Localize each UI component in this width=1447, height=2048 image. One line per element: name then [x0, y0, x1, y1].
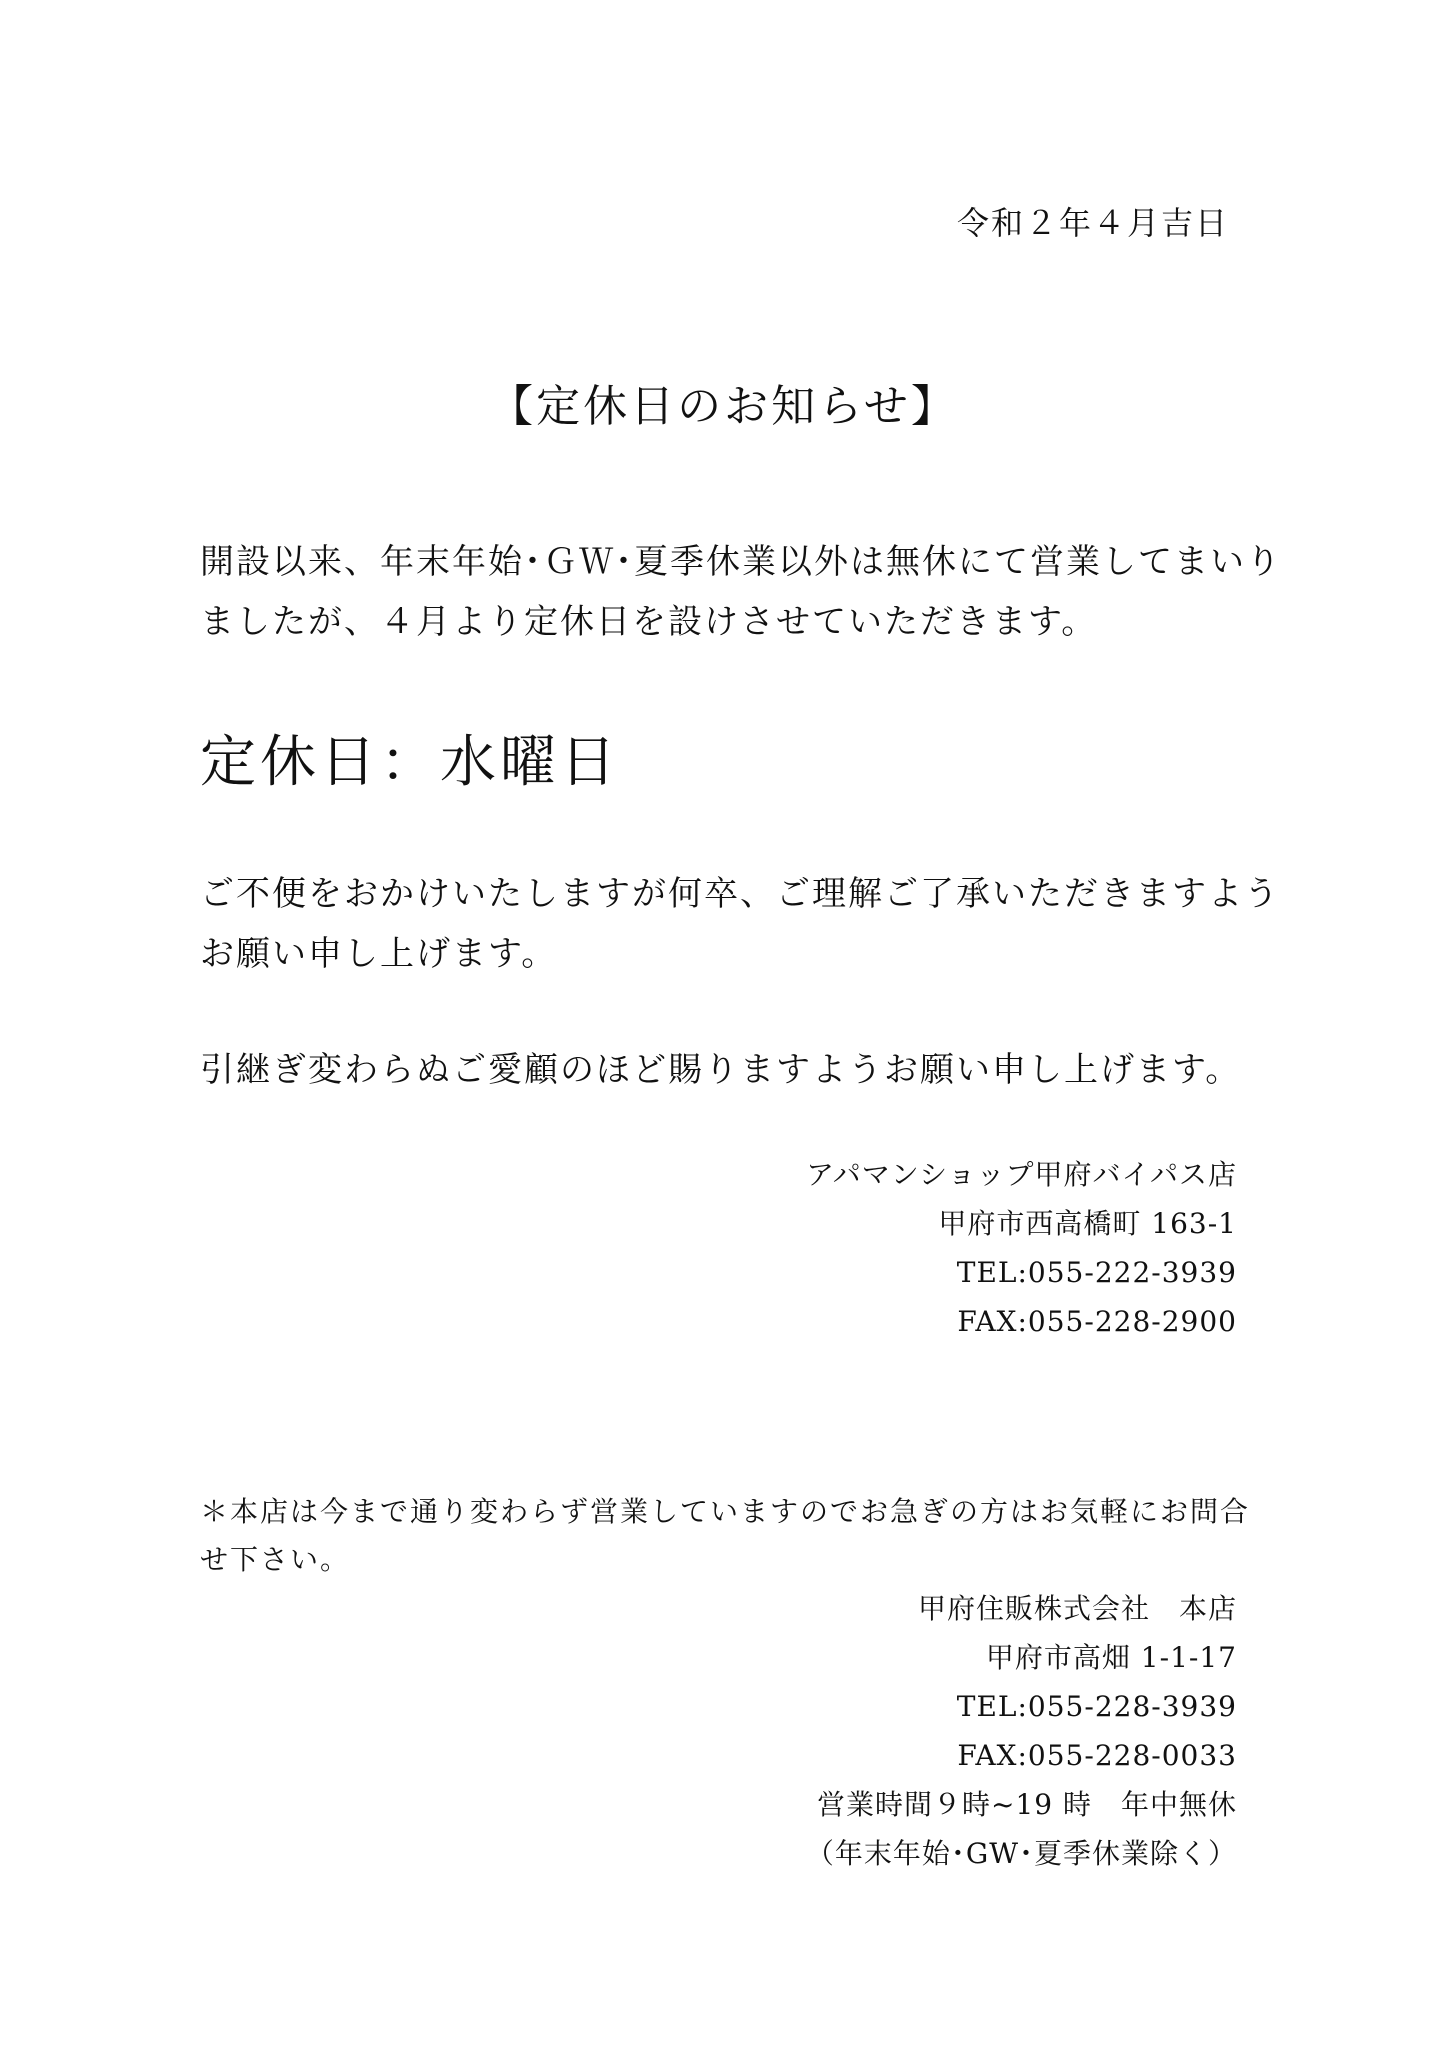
head-office-name: 甲府住販株式会社 本店	[917, 1592, 1237, 1625]
head-office-fax: FAX:055-228-0033	[957, 1739, 1237, 1772]
head-office-note	[200, 1488, 1251, 1584]
intro-line-1: 開設以来、年末年始･ＧＷ･夏季休業以外は無休にて営業してまいり	[200, 542, 1282, 582]
closing-paragraph	[200, 1040, 1240, 1100]
notice-date: 令和２年４月吉日	[956, 204, 1229, 242]
head-office-tel: TEL:055-228-3939	[956, 1690, 1237, 1723]
closing-line: 引継ぎ変わらぬご愛顧のほど賜りますようお願い申し上げます。	[200, 1050, 1242, 1090]
branch-tel: TEL:055-222-3939	[956, 1256, 1237, 1289]
note-line-2: せ下さい。	[200, 1543, 351, 1576]
apology-line-1: ご不便をおかけいたしますが何卒、ご理解ご了承いただきますよう	[200, 874, 1280, 914]
notice-title: 【定休日のお知らせ】	[489, 381, 958, 432]
branch-fax: FAX:055-228-2900	[957, 1305, 1237, 1338]
branch-address: 甲府市西高橋町 163-1	[938, 1207, 1237, 1240]
head-office-address: 甲府市高畑 1-1-17	[985, 1641, 1237, 1674]
head-office-contact	[806, 1584, 1237, 1878]
regular-holiday: 定休日：水曜日	[200, 730, 620, 795]
branch-name: アパマンショップ甲府バイパス店	[806, 1158, 1237, 1191]
branch-contact	[806, 1150, 1237, 1346]
apology-paragraph	[200, 864, 1280, 984]
intro-paragraph	[200, 532, 1282, 652]
note-line-1: ＊本店は今まで通り変わらず営業していますのでお急ぎの方はお気軽にお問合	[200, 1495, 1251, 1528]
head-office-exceptions: （年末年始･GW･夏季休業除く）	[805, 1837, 1237, 1870]
head-office-hours: 営業時間９時~19 時 年中無休	[817, 1788, 1237, 1821]
intro-line-2: ましたが、４月より定休日を設けさせていただきます。	[200, 602, 1098, 642]
apology-line-2: お願い申し上げます。	[200, 934, 558, 974]
